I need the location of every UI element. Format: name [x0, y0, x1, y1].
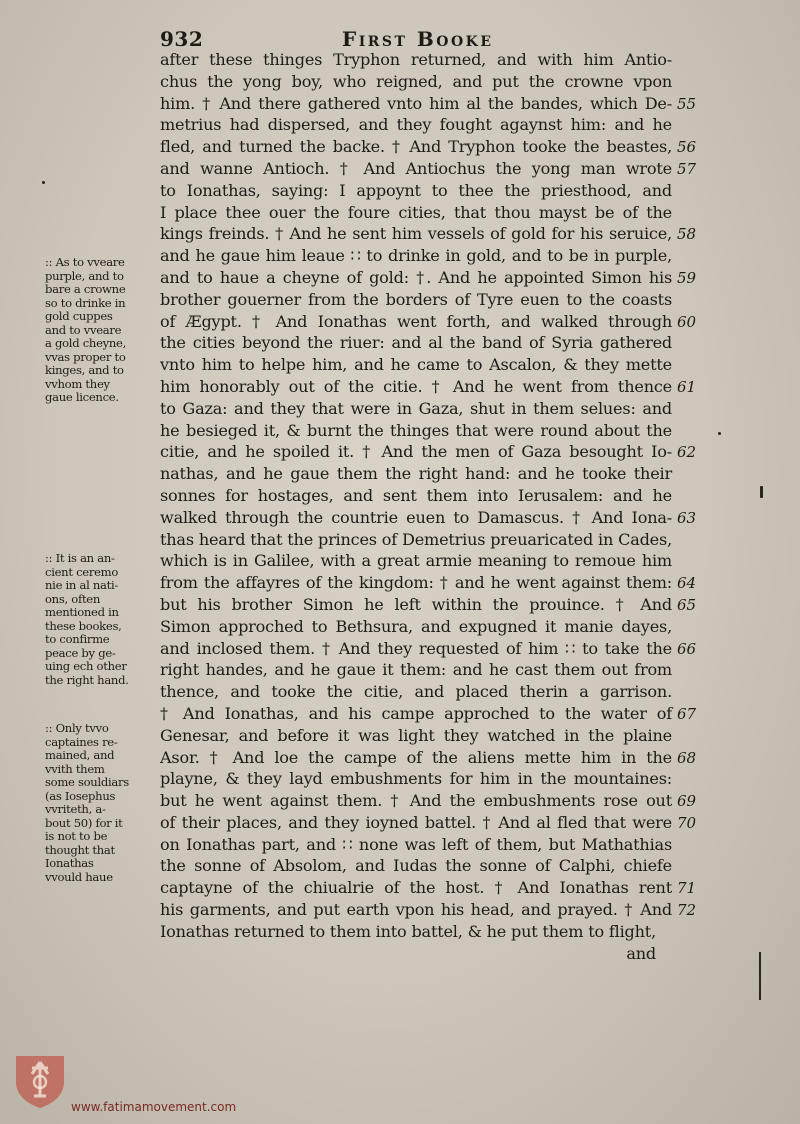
- margin-note-line: vvith them: [45, 761, 105, 776]
- text-line: Ionathas returned to them into battel, & he put them to flight,: [160, 921, 656, 941]
- text-line: playne, & they layd embushments for him in the mountaines:: [160, 769, 672, 789]
- text-line: walked through the countrie euen to Damascus. † And Iona-: [160, 507, 672, 527]
- margin-note-line: peace by ge-: [45, 645, 116, 660]
- text-line: and wanne Antioch. † And Antiochus the yong man wrote: [160, 158, 672, 178]
- text-line: from the affayres of the kingdom: † and he went against them:: [160, 573, 672, 593]
- margin-note-line: to confirme: [45, 632, 110, 646]
- text-line: on Ionathas part, and ∷ none was left of them, but Mathathias: [160, 834, 672, 854]
- margin-note-line: nie in al nati-: [45, 578, 119, 592]
- text-line: thence, and tooke the citie, and placed therin a garrison.: [160, 682, 672, 702]
- text-line: captayne of the chiualrie of the host. † And Ionathas rent: [160, 878, 672, 898]
- text-line: he besieged it, & burnt the thinges that were round about the: [160, 420, 672, 440]
- verse-number: 60: [677, 312, 697, 331]
- text-line: brother gouerner from the borders of Tyre euen to the coasts: [160, 289, 672, 309]
- margin-note-line: bout 50) for it: [45, 815, 123, 830]
- text-line: sonnes for hostages, and sent them into Ierusalem: and he: [160, 485, 672, 505]
- margin-note-line: vvas proper to: [45, 349, 126, 364]
- text-line: Asor. † And loe the campe of the aliens mette him in the: [160, 747, 672, 767]
- margin-note-line: vvhom they: [45, 376, 110, 391]
- margin-note: [45, 722, 155, 884]
- watermark-url: www.fatimamovement.com: [71, 1100, 237, 1114]
- margin-note-line: bare a crowne: [45, 282, 126, 296]
- margin-note-line: :: It is an an-: [45, 551, 115, 565]
- text-line: kings freinds. † And he sent him vessels of gold for his seruice,: [160, 224, 672, 244]
- text-line: and inclosed them. † And they requested of him ∷ to take the: [160, 638, 672, 658]
- text-line: but he went against them. † And the embushments rose out: [160, 791, 672, 811]
- text-line: right handes, and he gaue it them: and he cast them out from: [160, 660, 672, 680]
- margin-note-line: uing ech other: [45, 659, 127, 673]
- text-line: which is in Galilee, with a great armie meaning to remoue him: [160, 551, 672, 571]
- margin-note-line: gaue licence.: [45, 390, 119, 404]
- text-line: to Gaza: and they that were in Gaza, shut in them selues: and: [160, 398, 672, 418]
- text-line: nathas, and he gaue them the right hand: and he tooke their: [160, 464, 672, 484]
- margin-note-line: so to drinke in: [45, 295, 126, 310]
- text-line: chus the yong boy, who reigned, and put the crowne vpon: [160, 71, 672, 91]
- text-line: metrius had dispersed, and they fought agaynst him: and he: [160, 115, 672, 135]
- papal-keys-shield-icon: [12, 1052, 68, 1110]
- main-text-column: [160, 49, 672, 964]
- margin-note: [45, 256, 155, 405]
- verse-number: 70: [677, 814, 697, 832]
- verse-number: 67: [677, 705, 697, 723]
- margin-note-line: purple, and to: [45, 268, 124, 283]
- verse-number: 68: [677, 748, 697, 767]
- text-line: and to haue a cheyne of gold: †. And he appointed Simon his: [160, 267, 672, 287]
- margin-note-line: mentioned in: [45, 605, 119, 619]
- margin-note-line: some souldiars: [45, 775, 129, 789]
- margin-note-line: vvould haue: [45, 869, 113, 884]
- margin-note-line: mained, and: [45, 748, 115, 762]
- verse-number: 63: [677, 508, 697, 527]
- page-header: [160, 27, 680, 51]
- verse-number: 65: [677, 596, 697, 614]
- text-line: after these thinges Tryphon returned, and with him Antio-: [160, 50, 672, 69]
- verse-number: 56: [677, 138, 697, 157]
- text-line: of Ægypt. † And Ionathas went forth, and walked through: [160, 311, 672, 331]
- page-number: 932: [160, 27, 204, 51]
- text-line: his garments, and put earth vpon his head, and prayed. † And: [160, 900, 672, 920]
- verse-number: 55: [677, 94, 697, 113]
- text-line: citie, and he spoiled it. † And the men of Gaza besought Io-: [160, 442, 672, 462]
- text-line: the sonne of Absolom, and Iudas the sonne of Calphi, chiefe: [160, 856, 672, 876]
- text-line: Simon approched to Bethsura, and expugned it manie dayes,: [160, 616, 672, 636]
- verse-number: 57: [677, 160, 697, 178]
- verse-number: 64: [677, 574, 697, 593]
- margin-note-line: vvriteth, a-: [45, 802, 106, 816]
- margin-dot: [718, 432, 721, 435]
- margin-note-line: :: Only tvvo: [45, 721, 109, 735]
- text-line: to Ionathas, saying: I appoynt to thee the priesthood, and: [160, 180, 672, 200]
- margin-note-line: ons, often: [45, 591, 101, 606]
- margin-note-line: (as Iosephus: [45, 788, 116, 803]
- margin-note-line: kinges, and to: [45, 363, 124, 377]
- verse-number: 69: [677, 792, 697, 811]
- margin-note: [45, 552, 155, 687]
- margin-note-line: cient ceremo: [45, 564, 119, 579]
- margin-note-line: the right hand.: [45, 672, 129, 687]
- margin-note-line: these bookes,: [45, 618, 122, 633]
- margin-note-line: and to vveare: [45, 322, 122, 337]
- margin-note-line: captaines re-: [45, 734, 118, 749]
- text-line: him. † And there gathered vnto him al the bandes, which De-: [160, 93, 672, 113]
- text-line: him honorably out of the citie. † And he went from thence: [160, 376, 672, 396]
- margin-note-line: is not to be: [45, 829, 108, 843]
- running-title: First Booke: [342, 27, 494, 51]
- text-line: fled, and turned the backe. † And Tryphon tooke the beastes,: [160, 137, 672, 157]
- text-line: † And Ionathas, and his campe approched to the water of: [160, 703, 672, 723]
- text-line: and he gaue him leaue ∷ to drinke in gold, and to be in purple,: [160, 246, 672, 266]
- catchword: and: [626, 943, 656, 963]
- margin-mark: [760, 486, 763, 498]
- margin-note-line: thought that: [45, 842, 115, 857]
- verse-number: 72: [677, 901, 697, 920]
- verse-number: 61: [677, 378, 697, 396]
- text-line: thas heard that the princes of Demetrius preuaricated in Cades,: [160, 529, 672, 549]
- margin-note-line: gold cuppes: [45, 309, 113, 323]
- verse-number: 59: [677, 269, 697, 287]
- margin-note-line: Ionathas: [45, 856, 94, 870]
- text-line: the cities beyond the riuer: and al the band of Syria gathered: [160, 333, 672, 353]
- verse-number: 58: [677, 225, 697, 244]
- text-line: of their places, and they ioyned battel. † And al fled that were: [160, 812, 672, 832]
- margin-rule: [759, 952, 761, 1000]
- verse-number: 71: [677, 879, 697, 898]
- margin-dot: [42, 181, 45, 184]
- text-line: I place thee ouer the foure cities, that thou mayst be of the: [160, 202, 672, 222]
- text-line: but his brother Simon he left within the prouince. † And: [160, 594, 672, 614]
- margin-note-line: a gold cheyne,: [45, 336, 126, 350]
- verse-number: 66: [677, 639, 697, 658]
- verse-number: 62: [677, 443, 697, 462]
- text-line: Genesar, and before it was light they watched in the plaine: [160, 725, 672, 745]
- margin-note-line: :: As to vveare: [45, 255, 125, 269]
- text-line: vnto him to helpe him, and he came to Ascalon, & they mette: [160, 355, 672, 375]
